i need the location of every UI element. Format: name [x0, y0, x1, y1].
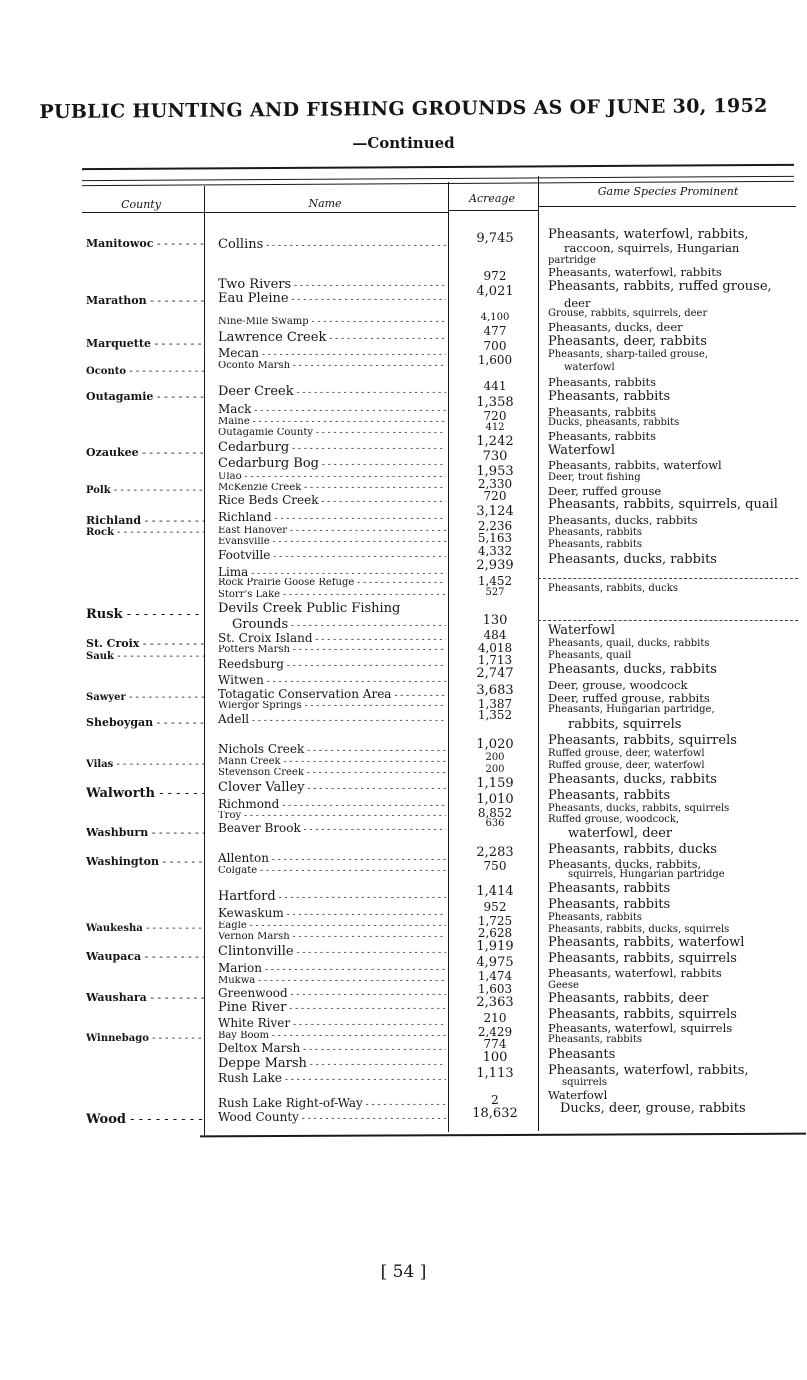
name-cell: Mecan - - - [218, 347, 446, 360]
game-cell: Pheasants, ducks, rabbits [548, 662, 717, 677]
game-cell: raccoon, squirrels, Hungarian [564, 241, 740, 255]
game-cell: Pheasants, rabbits [548, 389, 671, 404]
acreage-cell: 9,745 [476, 231, 514, 246]
acreage-cell: 2,330 [477, 477, 513, 491]
game-cell: Waterfowl [548, 1088, 608, 1102]
name-cell: Two Rivers - - - [218, 278, 446, 291]
game-cell: Pheasants, waterfowl, rabbits [548, 966, 722, 980]
game-cell: Pheasants, rabbits, squirrels [548, 1007, 737, 1022]
name-cell: Bay Boom - - - [218, 1031, 446, 1041]
county-cell: Winnebago - - - [86, 1033, 204, 1044]
name-cell: Deer Creek - - - [218, 385, 446, 398]
acreage-cell: 720 [483, 409, 507, 423]
acreage-cell: 1,452 [477, 574, 513, 588]
game-cell: Pheasants, rabbits, waterfowl [548, 935, 745, 950]
county-cell: Washburn - - - [86, 826, 204, 839]
name-cell: Lawrence Creek - - - [218, 331, 446, 344]
name-cell: Rush Lake - - - [218, 1072, 446, 1085]
game-cell: Geese [548, 980, 579, 991]
game-cell: Pheasants, quail [548, 650, 632, 661]
game-cell: Pheasants, rabbits [548, 881, 671, 896]
top-rule-thin [82, 176, 794, 181]
acreage-cell: 4,332 [477, 544, 513, 558]
name-cell: Cedarburg - - - [218, 441, 446, 454]
acreage-cell: 527 [485, 587, 505, 598]
county-cell: Rock - - - [86, 527, 204, 538]
acreage-cell: 4,975 [476, 955, 514, 970]
game-cell: Pheasants, rabbits, waterfowl [548, 458, 722, 472]
game-cell: Deer, trout fishing [548, 472, 641, 483]
county-cell: Manitowoc - - - [86, 237, 204, 250]
name-cell: Richmond - - - [218, 798, 446, 811]
acreage-cell: 2,283 [476, 845, 514, 860]
column-divider-1 [204, 186, 205, 1136]
county-cell: Waushara - - - [86, 991, 204, 1004]
acreage-cell: 2,747 [476, 666, 514, 681]
county-cell: St. Croix - - - [86, 637, 204, 650]
header-game: Game Species Prominent [597, 185, 739, 198]
acreage-cell: 1,159 [476, 776, 514, 791]
page-title: PUBLIC HUNTING AND FISHING GROUNDS AS OF JUNE 30, 1952 [39, 94, 768, 124]
acreage-cell: 477 [483, 324, 507, 338]
acreage-cell: 200 [485, 764, 505, 775]
game-cell: Pheasants, rabbits, ruffed grouse, [548, 279, 772, 294]
name-cell: Storr's Lake - - - [218, 590, 446, 600]
acreage-cell: 412 [485, 422, 505, 433]
name-cell: Clintonville - - - [218, 945, 446, 958]
name-cell: Cedarburg Bog - - - [218, 457, 446, 470]
name-cell: Colgate - - - [218, 866, 446, 876]
county-cell: Rusk - - - [86, 607, 204, 622]
game-cell: Pheasants, rabbits [548, 429, 657, 443]
acreage-cell: 1,603 [477, 982, 513, 996]
county-cell: Polk - - - [86, 485, 204, 496]
game-cell: Pheasants, quail, ducks, rabbits [548, 638, 710, 649]
header-county: County [121, 198, 161, 211]
county-cell: Oconto - - - [86, 366, 204, 377]
column-divider-3 [538, 176, 539, 1131]
name-cell: Troy - - - [218, 811, 446, 821]
game-cell: Pheasants, rabbits, ducks [548, 842, 717, 857]
name-cell: Grounds - - - [218, 618, 446, 631]
acreage-cell: 2,236 [477, 519, 513, 533]
game-cell: Ducks, deer, grouse, rabbits [560, 1101, 746, 1116]
name-cell: Vernon Marsh - - - [218, 932, 446, 942]
acreage-cell: 1,725 [477, 914, 513, 928]
name-cell: Hartford - - - [218, 890, 446, 903]
name-cell: Mann Creek - - - [218, 757, 446, 767]
name-cell: Deppe Marsh - - - [218, 1057, 446, 1070]
acreage-cell: 1,387 [477, 697, 513, 711]
game-cell: Deer, grouse, woodcock [548, 678, 688, 692]
game-cell: Grouse, rabbits, squirrels, deer [548, 308, 708, 319]
page-number: [ 54 ] [380, 1262, 427, 1282]
name-cell: Clover Valley - - - [218, 781, 446, 794]
game-cell: Waterfowl [548, 443, 616, 458]
game-cell: waterfowl, deer [568, 826, 673, 841]
name-cell: Oconto Marsh - - - [218, 361, 446, 371]
county-cell: Marathon - - - [86, 294, 204, 307]
county-cell: Waupaca - - - [86, 950, 204, 963]
header-underline-left [82, 212, 448, 213]
county-cell: Sheboygan - - - [86, 716, 204, 729]
name-cell: Collins - - - [218, 238, 446, 251]
name-cell: Lima - - - [218, 566, 446, 579]
name-cell: Outagamie County - - - [218, 428, 446, 438]
game-cell: Ruffed grouse, deer, waterfowl [548, 748, 705, 759]
acreage-cell: 2 [491, 1093, 499, 1107]
acreage-cell: 8,852 [477, 806, 513, 820]
county-cell: Wood - - - [86, 1112, 204, 1127]
acreage-cell: 100 [482, 1050, 508, 1065]
name-cell: East Hanover - - - [218, 526, 446, 536]
county-cell: Richland - - - [86, 514, 204, 527]
county-cell: Vilas - - - [86, 759, 204, 770]
game-cell: Ruffed grouse, woodcock, [548, 814, 680, 825]
acreage-cell: 1,414 [476, 884, 514, 899]
game-cell: Pheasants, rabbits, deer [548, 991, 709, 1006]
game-separator [538, 620, 798, 621]
name-cell: Eau Pleine - - - [218, 292, 446, 305]
acreage-cell: 4,018 [477, 641, 513, 655]
game-cell: Pheasants, rabbits, squirrels, quail [548, 497, 778, 512]
game-cell: Pheasants, rabbits [548, 788, 671, 803]
name-cell: White River - - - [218, 1017, 446, 1030]
acreage-cell: 1,358 [476, 395, 514, 410]
name-cell: Nine-Mile Swamp - - - [218, 317, 446, 327]
name-cell: McKenzie Creek - - - [218, 483, 446, 493]
acreage-cell: 1,474 [477, 969, 513, 983]
game-cell: Pheasants, waterfowl, rabbits, [548, 1063, 749, 1078]
game-cell: Pheasants, ducks, rabbits [548, 772, 717, 787]
game-cell: partridge [548, 255, 596, 266]
name-cell: Greenwood - - - [218, 987, 446, 1000]
game-cell: Pheasants, waterfowl, rabbits [548, 265, 722, 279]
acreage-cell: 2,939 [476, 558, 514, 573]
name-cell: Evansville - - - [218, 537, 446, 547]
name-cell: Rock Prairie Goose Refuge - - - [218, 578, 446, 588]
acreage-cell: 200 [485, 752, 505, 763]
game-cell: squirrels [562, 1077, 607, 1088]
column-divider-2 [448, 182, 449, 1132]
name-cell: Ulao - - - [218, 472, 446, 482]
game-cell: Pheasants, rabbits [548, 897, 671, 912]
acreage-cell: 1,953 [476, 464, 514, 479]
game-cell: rabbits, squirrels [568, 717, 682, 732]
game-cell: Waterfowl [548, 623, 616, 638]
county-cell: Walworth - - - [86, 786, 204, 801]
top-rule-thick [82, 164, 794, 170]
name-cell: Deltox Marsh - - - [218, 1042, 446, 1055]
name-cell: Adell - - - [218, 713, 446, 726]
game-cell: Pheasants, rabbits [548, 539, 642, 550]
game-cell: Ducks, pheasants, rabbits [548, 417, 680, 428]
name-cell: Mukwa - - - [218, 976, 446, 986]
acreage-cell: 972 [483, 269, 507, 283]
name-cell: Wiergor Springs - - - [218, 701, 446, 711]
acreage-cell: 5,163 [477, 531, 513, 545]
acreage-cell: 730 [482, 449, 508, 464]
game-cell: Pheasants, ducks, rabbits [548, 513, 698, 527]
acreage-cell: 441 [483, 379, 507, 393]
game-cell: squirrels, Hungarian partridge [568, 869, 725, 880]
game-cell: deer [564, 296, 591, 310]
name-cell: Maine - - - [218, 417, 446, 427]
game-cell: Pheasants, ducks, rabbits, squirrels [548, 803, 730, 814]
game-cell: Deer, ruffed grouse, rabbits [548, 691, 710, 705]
acreage-cell: 484 [483, 628, 507, 642]
name-cell: Pine River - - - [218, 1001, 446, 1014]
county-cell: Washington - - - [86, 855, 204, 868]
name-cell: Wood County - - - [218, 1111, 446, 1124]
county-cell: Outagamie - - - [86, 390, 204, 403]
acreage-cell: 4,021 [476, 284, 514, 299]
acreage-cell: 18,632 [472, 1106, 518, 1121]
name-cell: St. Croix Island - - - [218, 632, 446, 645]
game-cell: Pheasants, ducks, deer [548, 320, 683, 334]
acreage-cell: 210 [483, 1011, 507, 1025]
game-cell: Pheasants, deer, rabbits [548, 334, 707, 349]
header-name: Name [308, 197, 342, 210]
name-cell: Totagatic Conservation Area - - - [218, 688, 446, 701]
game-cell: Pheasants, Hungarian partridge, [548, 704, 715, 715]
game-cell: Ruffed grouse, deer, waterfowl [548, 760, 705, 771]
game-cell: Pheasants, waterfowl, squirrels [548, 1021, 733, 1035]
acreage-cell: 636 [485, 818, 505, 829]
game-cell: Deer, ruffed grouse [548, 484, 662, 498]
name-cell: Beaver Brook - - - [218, 822, 446, 835]
county-cell: Ozaukee - - - [86, 446, 204, 459]
game-cell: Pheasants, rabbits [548, 912, 642, 923]
name-cell: Devils Creek Public Fishing [218, 602, 401, 615]
game-cell: Pheasants, rabbits, squirrels [548, 951, 737, 966]
acreage-cell: 1,600 [477, 353, 513, 367]
county-cell: Sauk - - - [86, 651, 204, 662]
acreage-cell: 1,713 [477, 653, 513, 667]
name-cell: Rush Lake Right-of-Way - - - [218, 1097, 446, 1110]
name-cell: Witwen - - - [218, 674, 446, 687]
name-cell: Eagle - - - [218, 921, 446, 931]
name-cell: Nichols Creek - - - [218, 743, 446, 756]
bottom-rule [200, 1133, 806, 1138]
game-cell: waterfowl [564, 362, 615, 373]
game-cell: Pheasants, ducks, rabbits [548, 552, 717, 567]
acreage-cell: 774 [483, 1037, 507, 1051]
name-cell: Mack - - - [218, 403, 446, 416]
name-cell: Marion - - - [218, 962, 446, 975]
name-cell: Footville - - - [218, 549, 446, 562]
acreage-cell: 720 [483, 489, 507, 503]
game-cell: Pheasants, rabbits, ducks [548, 583, 678, 594]
acreage-cell: 750 [483, 859, 507, 873]
game-cell: Pheasants, ducks, rabbits, [548, 857, 702, 871]
game-cell: Pheasants, rabbits [548, 405, 657, 419]
acreage-cell: 130 [482, 613, 508, 628]
name-cell: Allenton - - - [218, 852, 446, 865]
acreage-cell: 1,352 [477, 708, 513, 722]
header-underline-game [538, 206, 796, 207]
name-cell: Reedsburg - - - [218, 658, 446, 671]
game-cell: Pheasants, rabbits, squirrels [548, 733, 737, 748]
game-cell: Pheasants [548, 1047, 616, 1062]
acreage-cell: 1,242 [476, 434, 514, 449]
acreage-cell: 1,020 [476, 737, 514, 752]
name-cell: Richland - - - [218, 511, 446, 524]
name-cell: Rice Beds Creek - - - [218, 494, 446, 507]
acreage-cell: 2,363 [476, 995, 514, 1010]
acreage-cell: 4,100 [480, 312, 510, 323]
name-cell: Kewaskum - - - [218, 907, 446, 920]
acreage-cell: 3,124 [476, 504, 514, 519]
game-cell: Pheasants, rabbits [548, 527, 642, 538]
acreage-cell: 2,429 [477, 1025, 513, 1039]
acreage-cell: 700 [483, 339, 507, 353]
name-cell: Potters Marsh - - - [218, 645, 446, 655]
game-cell: Pheasants, rabbits [548, 1034, 642, 1045]
county-cell: Waukesha - - - [86, 923, 204, 934]
county-cell: Sawyer - - - [86, 692, 204, 703]
game-cell: Pheasants, sharp-tailed grouse, [548, 349, 708, 360]
name-cell: Stevenson Creek - - - [218, 768, 446, 778]
game-cell: Pheasants, waterfowl, rabbits, [548, 227, 749, 242]
page-subtitle: —Continued [352, 134, 455, 152]
game-cell: Pheasants, rabbits, ducks, squirrels [548, 924, 730, 935]
acreage-cell: 1,010 [476, 792, 514, 807]
game-cell: Pheasants, rabbits [548, 375, 657, 389]
acreage-cell: 1,919 [476, 939, 514, 954]
acreage-cell: 2,628 [477, 926, 513, 940]
acreage-cell: 3,683 [476, 683, 514, 698]
acreage-cell: 1,113 [476, 1066, 514, 1081]
acreage-cell: 952 [483, 900, 507, 914]
header-underline-acreage [448, 210, 538, 211]
header-acreage: Acreage [469, 192, 515, 205]
county-cell: Marquette - - - [86, 337, 204, 350]
game-separator [538, 578, 798, 579]
